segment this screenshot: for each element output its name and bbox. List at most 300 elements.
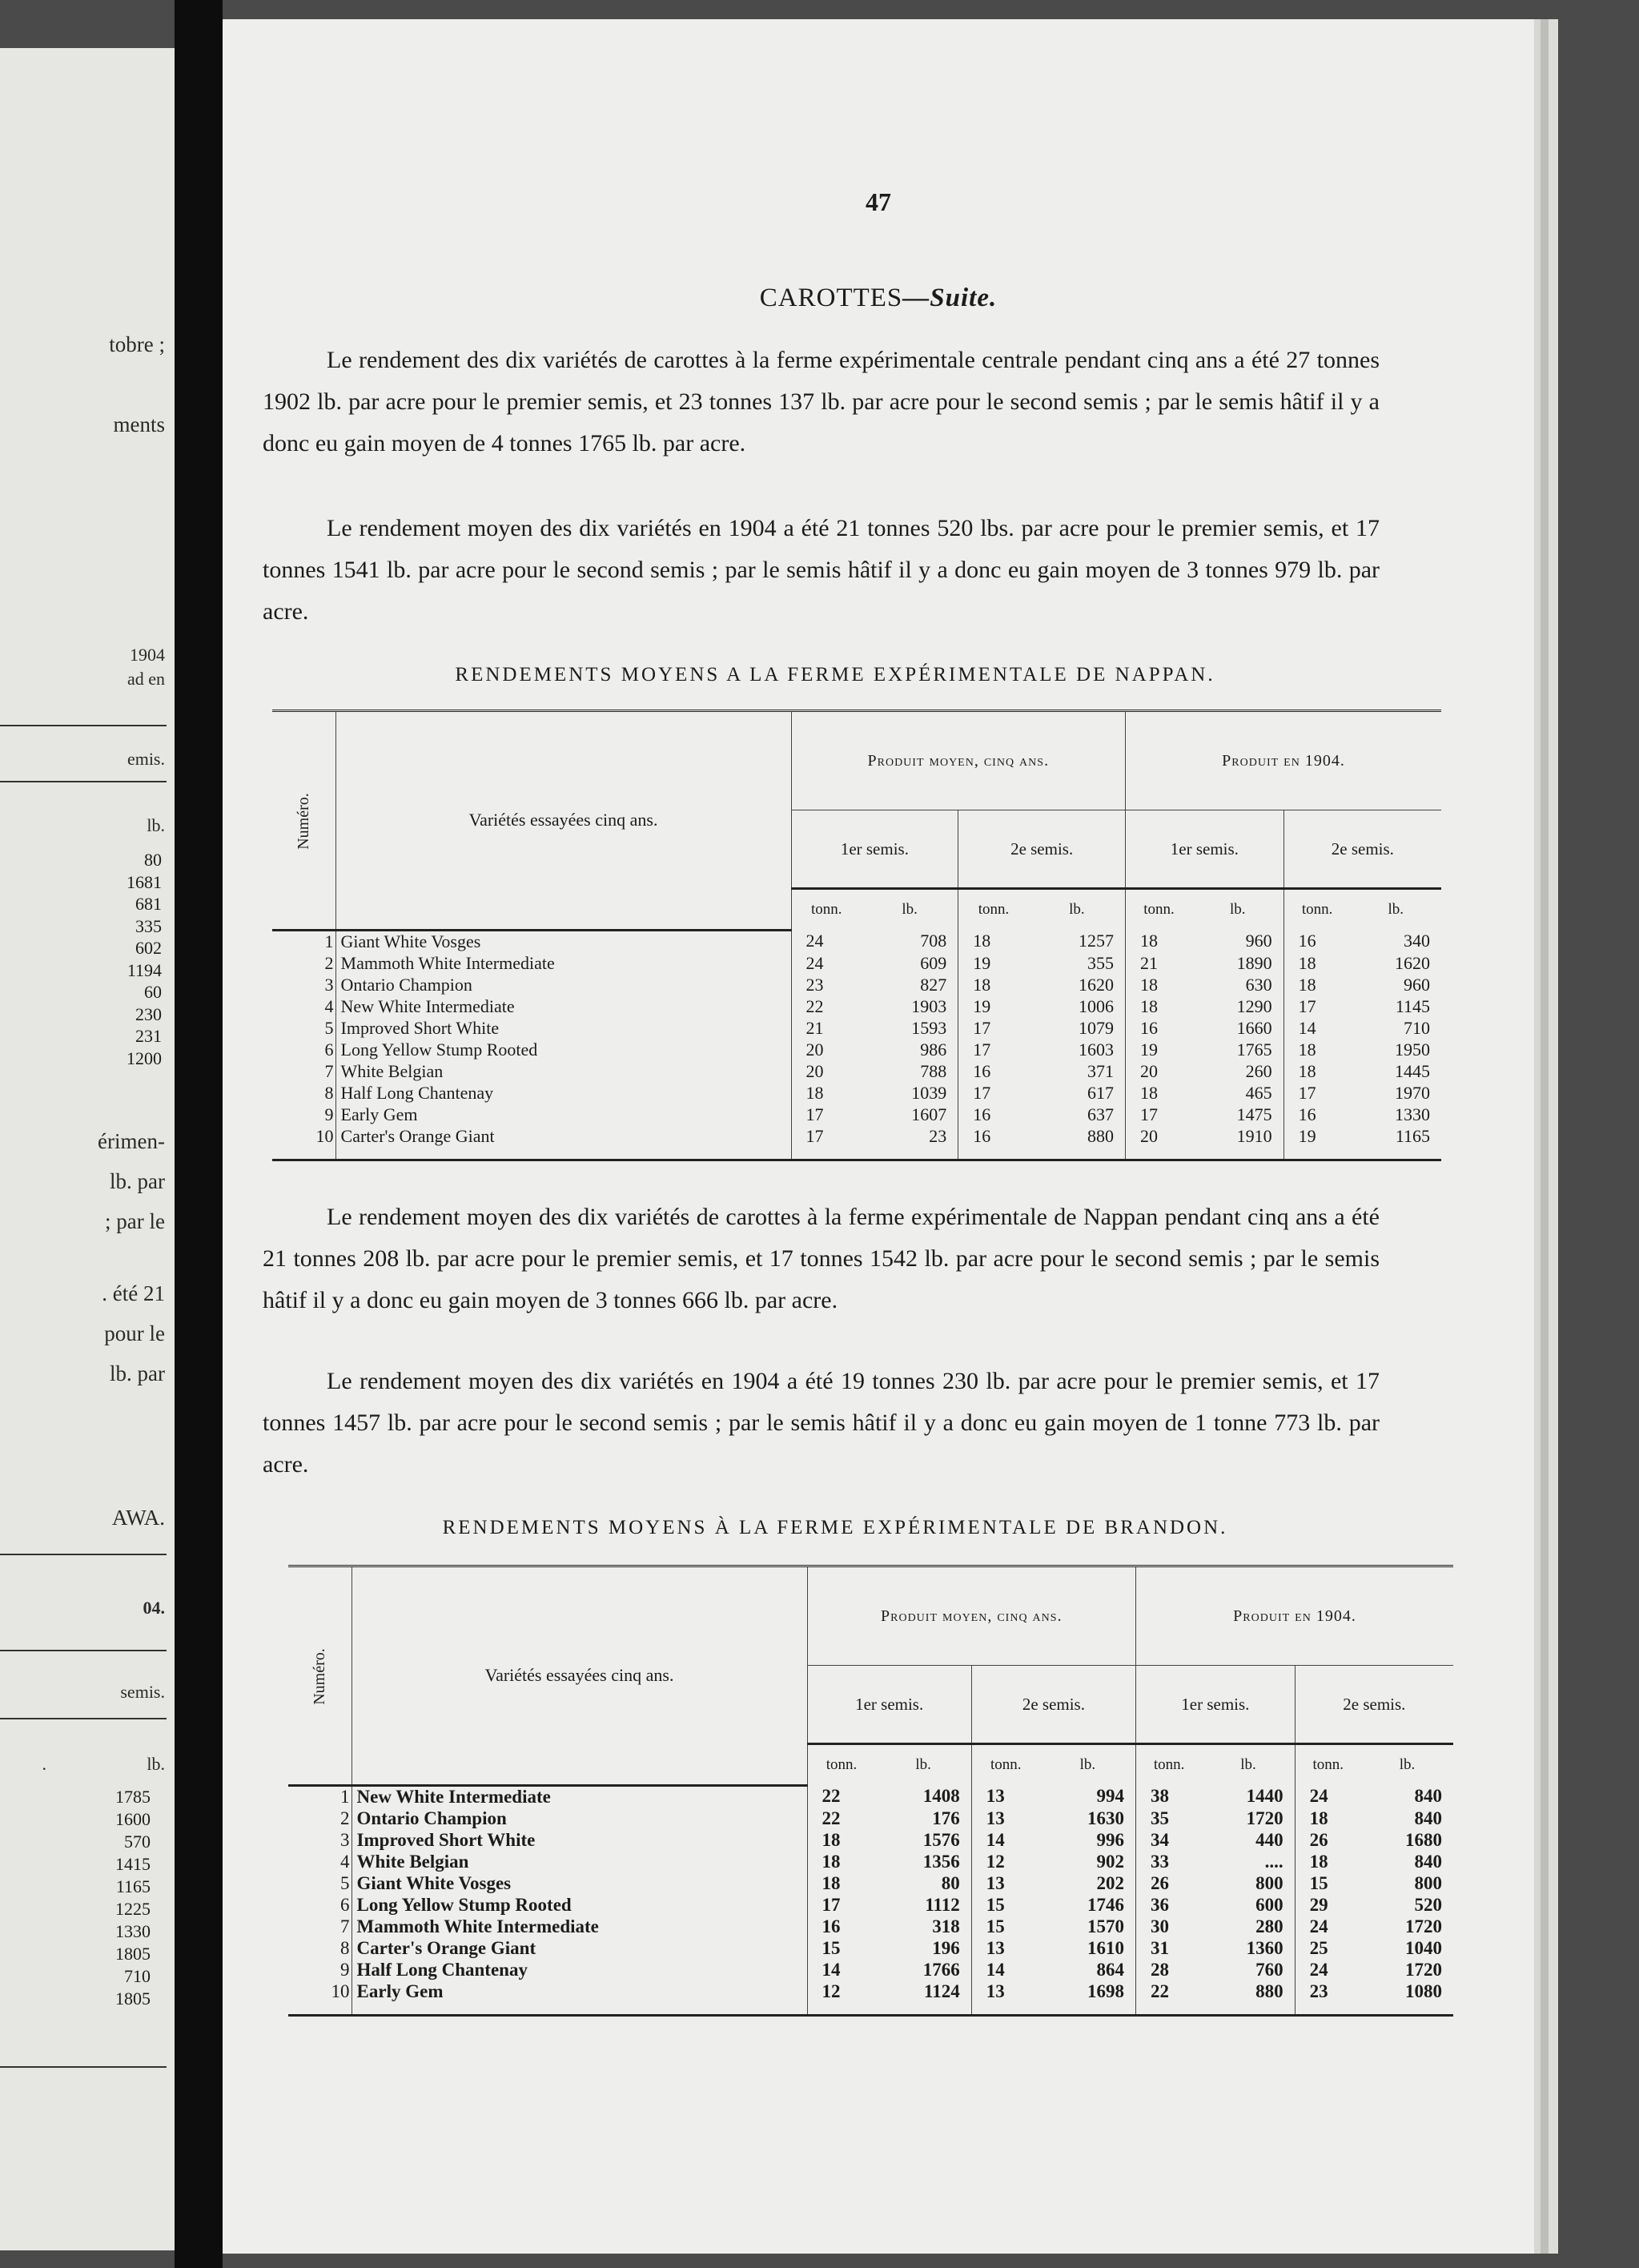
row-number: 7 xyxy=(288,1916,352,1938)
pounds-cell: 800 xyxy=(1414,1873,1442,1893)
left-fragment-rule xyxy=(0,1554,167,1555)
pounds-cell: 1603 xyxy=(1079,1040,1115,1060)
unit-pounds: lb. xyxy=(1399,1756,1416,1773)
section-title-main: CAROTTES xyxy=(759,284,903,312)
tons-cell: 24 xyxy=(805,931,824,951)
row-number: 3 xyxy=(272,975,335,996)
variety-name: Ontario Champion xyxy=(356,1808,507,1828)
pounds-cell: 864 xyxy=(1096,1960,1125,1980)
variety-cell xyxy=(335,1018,791,1040)
table-row xyxy=(288,1981,1453,2016)
tons-cell: 16 xyxy=(822,1916,841,1936)
tons-cell: 18 xyxy=(1295,1808,1361,1830)
unit-tons: tonn. xyxy=(826,1756,858,1773)
left-fragment-rule xyxy=(0,1718,167,1719)
pounds-cell: 788 xyxy=(920,1061,947,1081)
row-number: 4 xyxy=(288,1852,352,1873)
tons-cell: 17 xyxy=(1283,1083,1350,1104)
pounds-cell: 1576 xyxy=(922,1830,960,1850)
left-fragment-header: semis. xyxy=(120,1682,165,1702)
column-header-product-1904: Produit en 1904. xyxy=(1136,1566,1453,1666)
pounds-cell: 617 xyxy=(1087,1083,1115,1103)
variety-cell xyxy=(335,1126,791,1160)
variety-name: Half Long Chantenay xyxy=(340,1083,494,1103)
left-fragment-rule xyxy=(0,781,167,782)
table-row xyxy=(272,930,1441,953)
tons-cell: 15 xyxy=(822,1938,841,1958)
pounds-cell: 1079 xyxy=(1079,1018,1115,1038)
pounds-cell: 1408 xyxy=(922,1786,960,1807)
column-header-varieties: Variétés essayées cinq ans. xyxy=(352,1566,807,1786)
paragraph: Le rendement moyen des dix variétés de carottes à la ferme expérimentale de Nappan pendant cinq ans a été 21 tonnes 208 lb. par acre pour le premier semis, et 17 tonnes 1542 lb. par acre pour le second semis ; par le semis hâtif il y a donc eu gain moyen de 3 tonnes 666 lb. par acre. xyxy=(263,1204,1380,1313)
tons-cell: 28 xyxy=(1136,1960,1203,1981)
pounds-cell: 986 xyxy=(920,1040,947,1060)
nappan-table-title: RENDEMENTS MOYENS A LA FERME EXPÉRIMENTALE DE NAPPAN. xyxy=(455,664,1215,686)
left-fragment-value: 230 xyxy=(135,1003,162,1024)
tons-cell: 19 xyxy=(958,953,1029,975)
row-number: 7 xyxy=(272,1061,335,1083)
tons-cell: 19 xyxy=(1283,1126,1350,1160)
table-row xyxy=(272,1040,1441,1061)
left-fragment-line: ments xyxy=(113,412,165,436)
tons-cell: 20 xyxy=(805,1040,824,1060)
unit-pounds: lb. xyxy=(915,1756,931,1773)
table-row xyxy=(272,953,1441,975)
variety-cell xyxy=(335,1061,791,1083)
pounds-cell: 1040 xyxy=(1405,1938,1442,1958)
pounds-cell: 996 xyxy=(1096,1830,1125,1850)
left-fragment-value: 231 xyxy=(135,1026,162,1046)
pounds-cell: 318 xyxy=(932,1916,960,1936)
left-fragment-line: . été 21 xyxy=(102,1281,165,1305)
tons-cell: 13 xyxy=(971,1785,1040,1808)
pounds-cell: 1039 xyxy=(911,1083,947,1103)
left-fragment-header: 04. xyxy=(143,1598,165,1618)
tons-cell: 18 xyxy=(1283,1040,1350,1061)
tons-cell: 26 xyxy=(1295,1830,1361,1852)
previous-page-fragment xyxy=(0,48,175,2250)
pounds-cell: 1124 xyxy=(876,1981,972,2016)
pounds-cell: 609 xyxy=(920,953,947,973)
pounds-cell: 1145 xyxy=(1395,996,1430,1016)
tons-cell: 17 xyxy=(805,1104,824,1124)
pounds-cell: 1970 xyxy=(1395,1083,1430,1103)
tons-cell: 16 xyxy=(958,1104,1029,1126)
pounds-cell: 196 xyxy=(932,1938,960,1958)
tons-cell: 26 xyxy=(1136,1873,1203,1895)
tons-cell: 17 xyxy=(958,1018,1029,1040)
pounds-cell: 80 xyxy=(941,1873,960,1893)
pounds-cell: 520 xyxy=(1414,1895,1442,1915)
table-row xyxy=(272,1126,1441,1160)
pounds-cell: 637 xyxy=(1087,1104,1115,1124)
tons-cell: 13 xyxy=(971,1938,1040,1960)
variety-cell xyxy=(335,975,791,996)
pounds-cell: 1006 xyxy=(1079,996,1115,1016)
pounds-cell: 960 xyxy=(1404,975,1430,995)
tons-cell: 13 xyxy=(971,1873,1040,1895)
unit-pounds: lb. xyxy=(1388,901,1404,918)
pounds-cell: 1257 xyxy=(1079,931,1115,951)
column-header-second-sowing: 2e semis. xyxy=(1283,810,1441,889)
column-header-average-product: Produit moyen, cinq ans. xyxy=(791,711,1125,810)
tons-cell: 24 xyxy=(1295,1960,1361,1981)
variety-name: New White Intermediate xyxy=(340,996,515,1016)
tons-cell: 18 xyxy=(958,930,1029,953)
left-fragment-value: 335 xyxy=(135,915,162,936)
column-header-second-sowing: 2e semis. xyxy=(958,810,1126,889)
pounds-cell: 1698 xyxy=(1040,1981,1136,2016)
tons-cell: 19 xyxy=(958,996,1029,1018)
tons-cell: 17 xyxy=(822,1895,841,1915)
table-row xyxy=(288,1785,1453,1808)
pounds-cell: 1903 xyxy=(911,996,947,1016)
pounds-cell: 800 xyxy=(1255,1873,1283,1893)
paragraph: Le rendement moyen des dix variétés en 1904 a été 19 tonnes 230 lb. par acre pour le premier semis, et 17 tonnes 1457 lb. par acre pour le second semis ; par le semis hâtif il y a donc eu gain moyen de 1 tonne 773 lb. par acre. xyxy=(263,1368,1380,1478)
pounds-cell: 1746 xyxy=(1087,1895,1125,1915)
variety-name: Long Yellow Stump Rooted xyxy=(356,1895,572,1915)
pounds-cell: 1440 xyxy=(1246,1786,1283,1807)
pounds-cell: 1720 xyxy=(1405,1916,1442,1936)
row-number: 6 xyxy=(272,1040,335,1061)
variety-cell xyxy=(335,1083,791,1104)
left-fragment-value: 681 xyxy=(135,894,162,914)
left-fragment-header: . xyxy=(42,1754,46,1774)
pounds-cell: 760 xyxy=(1255,1960,1283,1980)
tons-cell: 22 xyxy=(822,1786,841,1807)
variety-cell xyxy=(335,1104,791,1126)
variety-cell xyxy=(352,1938,807,1960)
row-number: 1 xyxy=(272,930,335,953)
tons-cell: 18 xyxy=(1126,975,1192,996)
tons-cell: 17 xyxy=(791,1126,862,1160)
table-row xyxy=(288,1916,1453,1938)
table-row xyxy=(272,1104,1441,1126)
section-title xyxy=(223,284,1534,313)
pounds-cell: 600 xyxy=(1255,1895,1283,1915)
row-number: 5 xyxy=(288,1873,352,1895)
tons-cell: 18 xyxy=(822,1852,841,1872)
row-number: 4 xyxy=(272,996,335,1018)
left-fragment-value: 602 xyxy=(135,938,162,958)
tons-cell: 33 xyxy=(1136,1852,1203,1873)
left-fragment-value: 1805 xyxy=(115,1944,151,1964)
pounds-cell: 176 xyxy=(932,1808,960,1828)
pounds-cell: 994 xyxy=(1096,1786,1125,1807)
column-header-second-sowing: 2e semis. xyxy=(1295,1666,1453,1744)
left-fragment-header: emis. xyxy=(127,749,165,769)
document-page xyxy=(223,19,1534,2254)
pounds-cell: 355 xyxy=(1087,953,1115,973)
pounds-cell: 1630 xyxy=(1087,1808,1125,1828)
left-fragment-values xyxy=(115,1786,151,2010)
tons-cell: 13 xyxy=(971,1981,1040,2016)
table-row xyxy=(272,1018,1441,1040)
table-row xyxy=(272,996,1441,1018)
page-number: 47 xyxy=(866,187,891,216)
tons-cell: 25 xyxy=(1295,1938,1361,1960)
left-fragment-rule xyxy=(0,725,167,726)
row-number: 2 xyxy=(288,1808,352,1830)
tons-cell: 14 xyxy=(971,1960,1040,1981)
left-fragment-header: lb. xyxy=(147,815,165,835)
nappan-yield-table xyxy=(272,710,1441,1161)
book-gutter xyxy=(175,0,223,2268)
variety-cell xyxy=(335,953,791,975)
row-number: 8 xyxy=(272,1083,335,1104)
tons-cell: 15 xyxy=(971,1895,1040,1916)
variety-cell xyxy=(352,1785,807,1808)
unit-pounds: lb. xyxy=(1069,901,1085,918)
variety-name: Ontario Champion xyxy=(340,975,472,995)
left-fragment-value: 1805 xyxy=(115,1989,151,2009)
tons-cell: 14 xyxy=(1283,1018,1350,1040)
pounds-cell: 1593 xyxy=(911,1018,947,1038)
pounds-cell: 880 xyxy=(1202,1981,1295,2016)
pounds-cell: 1330 xyxy=(1395,1104,1430,1124)
pounds-cell: 840 xyxy=(1414,1786,1442,1807)
paragraph: Le rendement moyen des dix variétés en 1904 a été 21 tonnes 520 lbs. par acre pour le premier semis, et 17 tonnes 1541 lb. par acre pour le second semis ; par le semis hâtif il y a donc eu gain moyen de 3 tonnes 979 lb. par acre. xyxy=(263,515,1380,625)
left-fragment-header: ad en xyxy=(127,669,165,689)
tons-cell: 17 xyxy=(958,1040,1029,1061)
column-header-second-sowing: 2e semis. xyxy=(971,1666,1135,1744)
pounds-cell: 1080 xyxy=(1361,1981,1453,2016)
tons-cell: 12 xyxy=(971,1852,1040,1873)
tons-cell: 16 xyxy=(958,1061,1029,1083)
tons-cell: 29 xyxy=(1295,1895,1361,1916)
left-fragment-line: ; par le xyxy=(105,1209,165,1233)
brandon-table-title: RENDEMENTS MOYENS À LA FERME EXPÉRIMENTALE DE BRANDON. xyxy=(442,1517,1228,1538)
table-row xyxy=(272,1083,1441,1104)
column-header-average-product: Produit moyen, cinq ans. xyxy=(807,1566,1135,1666)
unit-tons: tonn. xyxy=(1295,1744,1361,1786)
pounds-cell: 840 xyxy=(1414,1852,1442,1872)
tons-cell: 17 xyxy=(958,1083,1029,1104)
variety-name: White Belgian xyxy=(340,1061,444,1081)
pounds-cell: 1290 xyxy=(1236,996,1272,1016)
paragraph: Le rendement des dix variétés de carottes à la ferme expérimentale centrale pendant cinq ans a été 27 tonnes 1902 lb. par acre pour le premier semis, et 23 tonnes 137 lb. par acre pour le second semis ; par le semis hâtif il y a donc eu gain moyen de 4 tonnes 1765 lb. par acre. xyxy=(263,347,1380,456)
pounds-cell: 902 xyxy=(1096,1852,1125,1872)
table-row xyxy=(288,1938,1453,1960)
unit-tons: tonn. xyxy=(1283,889,1350,931)
brandon-yield-table xyxy=(288,1565,1453,2017)
left-fragment-line: pour le xyxy=(104,1321,165,1345)
row-number: 9 xyxy=(288,1960,352,1981)
variety-cell xyxy=(335,930,791,953)
variety-cell xyxy=(335,996,791,1018)
tons-cell: 17 xyxy=(1283,996,1350,1018)
pounds-cell: 880 xyxy=(1029,1126,1126,1160)
variety-name: Early Gem xyxy=(356,1981,444,2001)
row-number: 1 xyxy=(288,1785,352,1808)
row-number: 10 xyxy=(272,1126,335,1160)
variety-name: Improved Short White xyxy=(356,1830,536,1850)
pounds-cell: 1360 xyxy=(1246,1938,1283,1958)
left-fragment-value: 1330 xyxy=(115,1921,151,1941)
left-fragment-value: 1600 xyxy=(115,1809,151,1829)
unit-pounds: lb. xyxy=(1079,1756,1096,1773)
table-row xyxy=(272,1061,1441,1083)
column-header-varieties: Variétés essayées cinq ans. xyxy=(335,711,791,931)
tons-cell: 18 xyxy=(1283,975,1350,996)
variety-name: Carter's Orange Giant xyxy=(356,1938,536,1958)
pounds-cell: 708 xyxy=(920,931,947,951)
pounds-cell: 1620 xyxy=(1079,975,1115,995)
column-header-numero: Numéro. xyxy=(272,711,335,931)
pounds-cell: 1620 xyxy=(1395,953,1430,973)
left-fragment-value: 80 xyxy=(144,850,162,870)
variety-name: Mammoth White Intermediate xyxy=(340,953,555,973)
tons-cell: 19 xyxy=(1126,1040,1192,1061)
tons-cell: 18 xyxy=(1283,953,1350,975)
tons-cell: 18 xyxy=(1295,1852,1361,1873)
tons-cell: 22 xyxy=(805,996,824,1016)
tons-cell: 34 xyxy=(1136,1830,1203,1852)
pounds-cell: 1112 xyxy=(925,1895,960,1915)
unit-tons: tonn. xyxy=(971,1744,1040,1786)
pounds-cell: 1680 xyxy=(1405,1830,1442,1850)
tons-cell: 14 xyxy=(971,1830,1040,1852)
tons-cell: 30 xyxy=(1136,1916,1203,1938)
pounds-cell: 1445 xyxy=(1395,1061,1430,1081)
left-fragment-value: 1681 xyxy=(127,871,162,892)
tons-cell: 12 xyxy=(807,1981,876,2016)
left-fragment-value: 1225 xyxy=(115,1899,151,1919)
left-fragment-values xyxy=(127,849,162,1069)
pounds-cell: 960 xyxy=(1245,931,1272,951)
pounds-cell: 23 xyxy=(862,1126,958,1160)
tons-cell: 36 xyxy=(1136,1895,1203,1916)
row-number: 5 xyxy=(272,1018,335,1040)
variety-cell xyxy=(352,1852,807,1873)
pounds-cell: 202 xyxy=(1096,1873,1125,1893)
variety-cell xyxy=(352,1830,807,1852)
unit-pounds: lb. xyxy=(902,901,918,918)
variety-cell xyxy=(352,1808,807,1830)
tons-cell: 14 xyxy=(822,1960,841,1980)
left-fragment-value: 1194 xyxy=(127,959,162,980)
column-header-first-sowing: 1er semis. xyxy=(807,1666,971,1744)
tons-cell: 31 xyxy=(1136,1938,1203,1960)
row-number: 9 xyxy=(272,1104,335,1126)
pounds-cell: 1720 xyxy=(1246,1808,1283,1828)
variety-name: New White Intermediate xyxy=(356,1787,551,1807)
tons-cell: 24 xyxy=(1295,1916,1361,1938)
tons-cell: 13 xyxy=(971,1808,1040,1830)
pounds-cell: 710 xyxy=(1404,1018,1430,1038)
pounds-cell: 840 xyxy=(1414,1808,1442,1828)
left-fragment-header: lb. xyxy=(147,1754,165,1774)
left-fragment-value: 1785 xyxy=(115,1787,151,1807)
tons-cell: 15 xyxy=(971,1916,1040,1938)
left-fragment-value: 1415 xyxy=(115,1854,151,1874)
pounds-cell: 1950 xyxy=(1395,1040,1430,1060)
tons-cell: 22 xyxy=(822,1808,841,1828)
table-row xyxy=(272,975,1441,996)
unit-tons: tonn. xyxy=(1126,889,1192,931)
pounds-cell: 1475 xyxy=(1236,1104,1272,1124)
tons-cell: 18 xyxy=(958,975,1029,996)
pounds-cell: 1356 xyxy=(922,1852,960,1872)
variety-cell xyxy=(352,1916,807,1938)
variety-name: White Belgian xyxy=(356,1852,469,1872)
pounds-cell: 1765 xyxy=(1236,1040,1272,1060)
tons-cell: 18 xyxy=(1126,930,1192,953)
left-fragment-line: AWA. xyxy=(111,1506,165,1530)
variety-cell xyxy=(352,1873,807,1895)
tons-cell: 21 xyxy=(1126,953,1192,975)
pounds-cell: 1660 xyxy=(1236,1018,1272,1038)
variety-cell xyxy=(352,1960,807,1981)
pounds-cell: 1720 xyxy=(1405,1960,1442,1980)
tons-cell: 15 xyxy=(1295,1873,1361,1895)
table-row xyxy=(288,1960,1453,1981)
unit-tons: tonn. xyxy=(958,889,1029,931)
row-number: 2 xyxy=(272,953,335,975)
tons-cell: 20 xyxy=(1126,1061,1192,1083)
tons-cell: 24 xyxy=(1295,1785,1361,1808)
variety-name: Improved Short White xyxy=(340,1018,500,1038)
pounds-cell: 340 xyxy=(1404,931,1430,951)
tons-cell: 18 xyxy=(1283,1061,1350,1083)
table-row xyxy=(288,1852,1453,1873)
variety-name: Carter's Orange Giant xyxy=(340,1126,495,1146)
pounds-cell: 1890 xyxy=(1236,953,1272,973)
column-header-first-sowing: 1er semis. xyxy=(1126,810,1284,889)
tons-cell: 16 xyxy=(958,1126,1029,1160)
tons-cell: 22 xyxy=(1136,1981,1203,2016)
row-number: 6 xyxy=(288,1895,352,1916)
tons-cell: 18 xyxy=(822,1873,841,1893)
column-header-first-sowing: 1er semis. xyxy=(1136,1666,1296,1744)
unit-tons: tonn. xyxy=(1136,1744,1203,1786)
left-fragment-line: lb. par xyxy=(110,1169,165,1193)
variety-name: Half Long Chantenay xyxy=(356,1960,528,1980)
tons-cell: 38 xyxy=(1136,1785,1203,1808)
pounds-cell: 260 xyxy=(1245,1061,1272,1081)
left-fragment-value: 60 xyxy=(144,982,162,1002)
tons-cell: 20 xyxy=(1126,1126,1192,1160)
pounds-cell: 440 xyxy=(1255,1830,1283,1850)
variety-cell xyxy=(352,1981,807,2016)
pounds-cell: 1910 xyxy=(1192,1126,1283,1160)
tons-cell: 21 xyxy=(805,1018,824,1038)
tons-cell: 18 xyxy=(1126,1083,1192,1104)
column-header-product-1904: Produit en 1904. xyxy=(1126,711,1441,810)
table-row xyxy=(288,1830,1453,1852)
left-fragment-value: 710 xyxy=(124,1966,151,1986)
row-number: 10 xyxy=(288,1981,352,2016)
pounds-cell: 465 xyxy=(1245,1083,1272,1103)
left-fragment-value: 1200 xyxy=(127,1048,162,1068)
left-fragment-rule xyxy=(0,1650,167,1651)
variety-name: Long Yellow Stump Rooted xyxy=(340,1040,538,1060)
pounds-cell: 280 xyxy=(1255,1916,1283,1936)
tons-cell: 18 xyxy=(1126,996,1192,1018)
variety-name: Early Gem xyxy=(340,1104,418,1124)
tons-cell: 18 xyxy=(822,1830,841,1850)
pounds-cell: 1766 xyxy=(922,1960,960,1980)
column-header-numero: Numéro. xyxy=(288,1566,352,1786)
unit-pounds: lb. xyxy=(1240,1756,1256,1773)
pounds-cell: 371 xyxy=(1087,1061,1115,1081)
left-fragment-rule xyxy=(0,2066,167,2068)
tons-cell: 23 xyxy=(805,975,824,995)
left-fragment-header: 1904 xyxy=(130,645,165,665)
pounds-cell: 1570 xyxy=(1087,1916,1125,1936)
left-fragment-value: 1165 xyxy=(115,1876,151,1896)
pounds-cell: 630 xyxy=(1245,975,1272,995)
